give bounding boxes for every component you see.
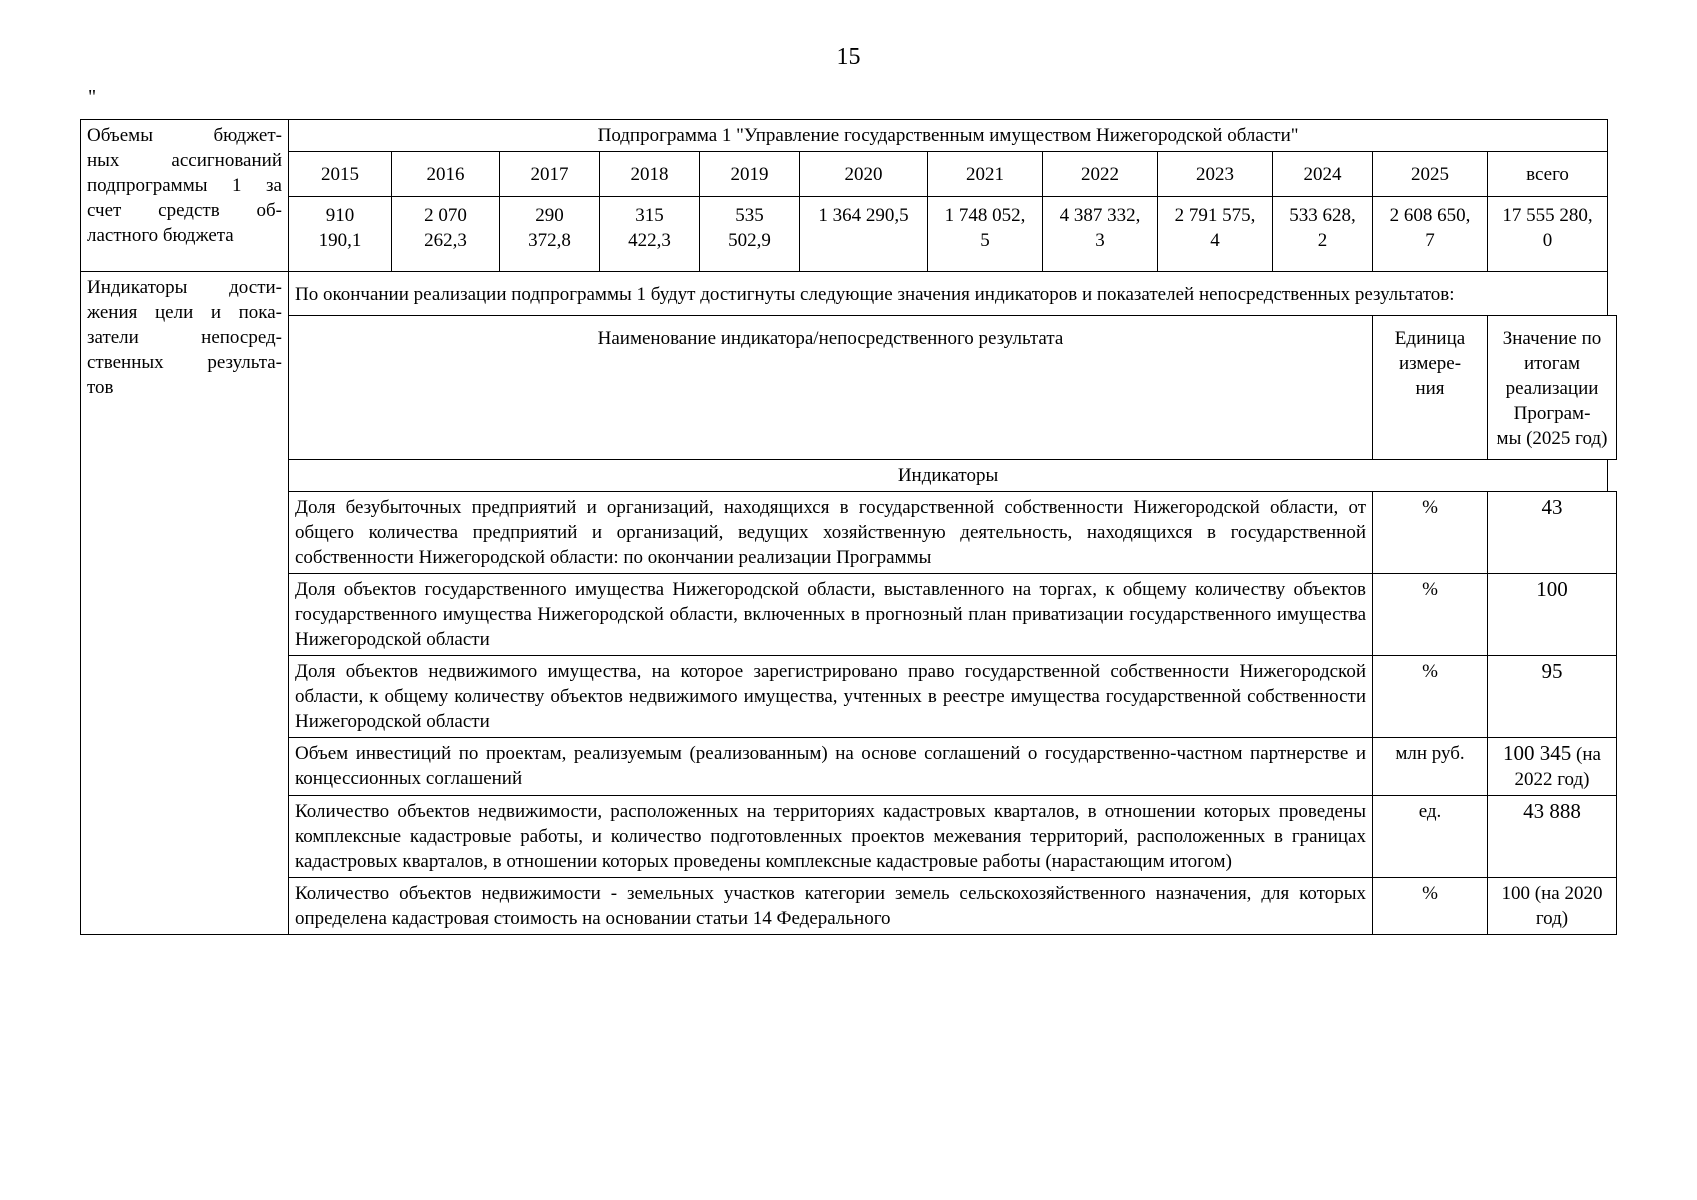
indicator-name: Количество объектов недвижимости, расположенных на территориях кадастровых кварталов, в отношении которых проведены комплексные кадастровые работы, и количество подготовленных проектов межевания территорий, расположенных в границах кадастровых кварталов, в отношении которых проведены комплексные кадастровые работы (нарастающим итогом) (289, 796, 1373, 878)
indicator-name: Доля объектов государственного имущества Нижегородской области, выставленного на торгах, к общему количеству объектов государственного имущества Нижегородской области, включенных в прогнозный план приватизации государственного имущества Нижегородской области (289, 574, 1373, 656)
amount-cell (392, 197, 500, 272)
amount-line: 190,1 (318, 230, 362, 251)
amount-cell (700, 197, 800, 272)
indicators-label (81, 272, 289, 935)
amount-cell (500, 197, 600, 272)
indicators-label-line: затели непосред- (87, 327, 282, 348)
budget-label-line: счет средств об- (87, 200, 282, 221)
indicator-row (81, 796, 1617, 878)
indicator-value-note: (на 2022 год) (1514, 744, 1601, 790)
indicators-intro: По окончании реализации подпрограммы 1 будут достигнуты следующие значения индикаторов и показателей непосредственных результатов: (289, 272, 1608, 316)
indicators-label-line: тов (87, 377, 114, 398)
indicator-value (1488, 738, 1617, 796)
indicators-section-title: Индикаторы (289, 460, 1608, 492)
budget-label-line: Объемы бюджет- (87, 125, 282, 146)
value-header-line: мы (2025 год) (1496, 428, 1608, 449)
indicators-label-line: ственных результа- (87, 352, 282, 373)
year-cell: 2025 (1373, 152, 1488, 197)
opening-quote-mark: " (88, 86, 97, 108)
year-cell: 2018 (600, 152, 700, 197)
year-cell: 2017 (500, 152, 600, 197)
amount-cell (928, 197, 1043, 272)
year-cell: 2020 (800, 152, 928, 197)
year-cell: 2015 (289, 152, 392, 197)
indicator-row (81, 492, 1617, 574)
amount-line: 315 (635, 205, 664, 226)
amount-line: 910 (325, 205, 355, 226)
amount-line: 17 555 280, (1502, 205, 1593, 226)
budget-label-line: ных ассигнований (87, 150, 282, 171)
unit-header-line: измере- (1398, 353, 1462, 374)
value-header-line: Значение по итогам (1502, 328, 1602, 374)
amount-line: 4 (1210, 230, 1220, 251)
indicator-value-main: 100 345 (1503, 741, 1572, 765)
indicator-name: Количество объектов недвижимости - земельных участков категории земель сельскохозяйственного назначения, для которых определена кадастровая стоимость на основании статьи 14 Федерального (289, 878, 1373, 935)
indicator-name: Объем инвестиций по проектам, реализуемым (реализованным) на основе соглашений о государственно-частном партнерстве и концессионных соглашений (289, 738, 1373, 796)
indicator-unit: % (1373, 656, 1488, 738)
indicators-label-line: жения цели и пока- (87, 302, 282, 323)
amount-line: 4 387 332, (1059, 205, 1141, 226)
amount-cell (289, 197, 392, 272)
indicator-name: Доля безубыточных предприятий и организаций, находящихся в государственной собственности Нижегородской области, от общего количества предприятий и организаций, ведущих хозяйственную деятельность, находящихся в государственной собственности Нижегородской области: по окончании реализации Программы (289, 492, 1373, 574)
indicator-value: 95 (1488, 656, 1617, 738)
amount-line: 290 (535, 205, 564, 226)
indicators-header-row (81, 316, 1617, 460)
indicator-unit: % (1373, 878, 1488, 935)
indicator-name-header: Наименование индикатора/непосредственного результата (289, 316, 1373, 460)
indicator-row (81, 738, 1617, 796)
year-cell: 2019 (700, 152, 800, 197)
year-cell: 2016 (392, 152, 500, 197)
budget-label-line: подпрограммы 1 за (87, 175, 282, 196)
amount-line: 7 (1425, 230, 1435, 251)
amount-cell-total (1488, 197, 1608, 272)
year-cell: 2022 (1043, 152, 1158, 197)
value-header-line: реализации Програм- (1505, 378, 1599, 424)
amount-cell (1273, 197, 1373, 272)
amounts-row (81, 197, 1617, 272)
indicator-row (81, 574, 1617, 656)
indicator-unit: % (1373, 574, 1488, 656)
year-cell: 2023 (1158, 152, 1273, 197)
amount-line: 0 (1542, 230, 1553, 251)
amount-line: 422,3 (628, 230, 671, 251)
amount-line: 262,3 (424, 230, 467, 251)
indicator-value: 43 (1488, 492, 1617, 574)
amount-line: 2 (1317, 230, 1328, 251)
amount-line: 535 (735, 205, 764, 226)
indicator-unit: млн руб. (1373, 738, 1488, 796)
indicators-label-line: Индикаторы дости- (87, 277, 282, 298)
year-cell: 2021 (928, 152, 1043, 197)
amount-line: 372,8 (528, 230, 571, 251)
indicator-value: 43 888 (1488, 796, 1617, 878)
unit-header-line: ния (1415, 378, 1445, 399)
amount-line: 502,9 (728, 230, 771, 251)
year-cell-total: всего (1488, 152, 1608, 197)
amount-line: 2 791 575, (1174, 205, 1256, 226)
amount-line: 1 748 052, (944, 205, 1026, 226)
amount-line: 1 364 290,5 (818, 205, 909, 226)
indicator-value: 100 (на 2020 год) (1488, 878, 1617, 935)
indicator-unit: ед. (1373, 796, 1488, 878)
amount-cell (600, 197, 700, 272)
indicator-value: 100 (1488, 574, 1617, 656)
value-header (1488, 316, 1617, 460)
page-number: 15 (836, 44, 861, 70)
amount-cell (800, 197, 928, 272)
passport-table (80, 119, 1617, 935)
indicator-name: Доля объектов недвижимого имущества, на которое зарегистрировано право государственной собственности Нижегородской области, к общему количеству объектов недвижимого имущества, учтенных в реестре имущества государственной собственности Нижегородской области (289, 656, 1373, 738)
unit-header-line: Единица (1394, 328, 1466, 349)
amount-cell (1158, 197, 1273, 272)
indicator-row (81, 656, 1617, 738)
amount-line: 533 628, (1289, 205, 1356, 226)
indicator-row (81, 878, 1617, 935)
subprogram-title: Подпрограмма 1 "Управление государственным имуществом Нижегородской области" (289, 120, 1608, 152)
amount-cell (1043, 197, 1158, 272)
budget-label-line: ластного бюджета (87, 225, 234, 246)
amount-line: 5 (980, 230, 990, 251)
year-cell: 2024 (1273, 152, 1373, 197)
years-row (81, 152, 1617, 197)
amount-cell (1373, 197, 1488, 272)
amount-line: 2 608 650, (1389, 205, 1471, 226)
amount-line: 2 070 (424, 205, 467, 226)
indicator-unit: % (1373, 492, 1488, 574)
budget-label (81, 120, 289, 272)
unit-header (1373, 316, 1488, 460)
amount-line: 3 (1095, 230, 1105, 251)
